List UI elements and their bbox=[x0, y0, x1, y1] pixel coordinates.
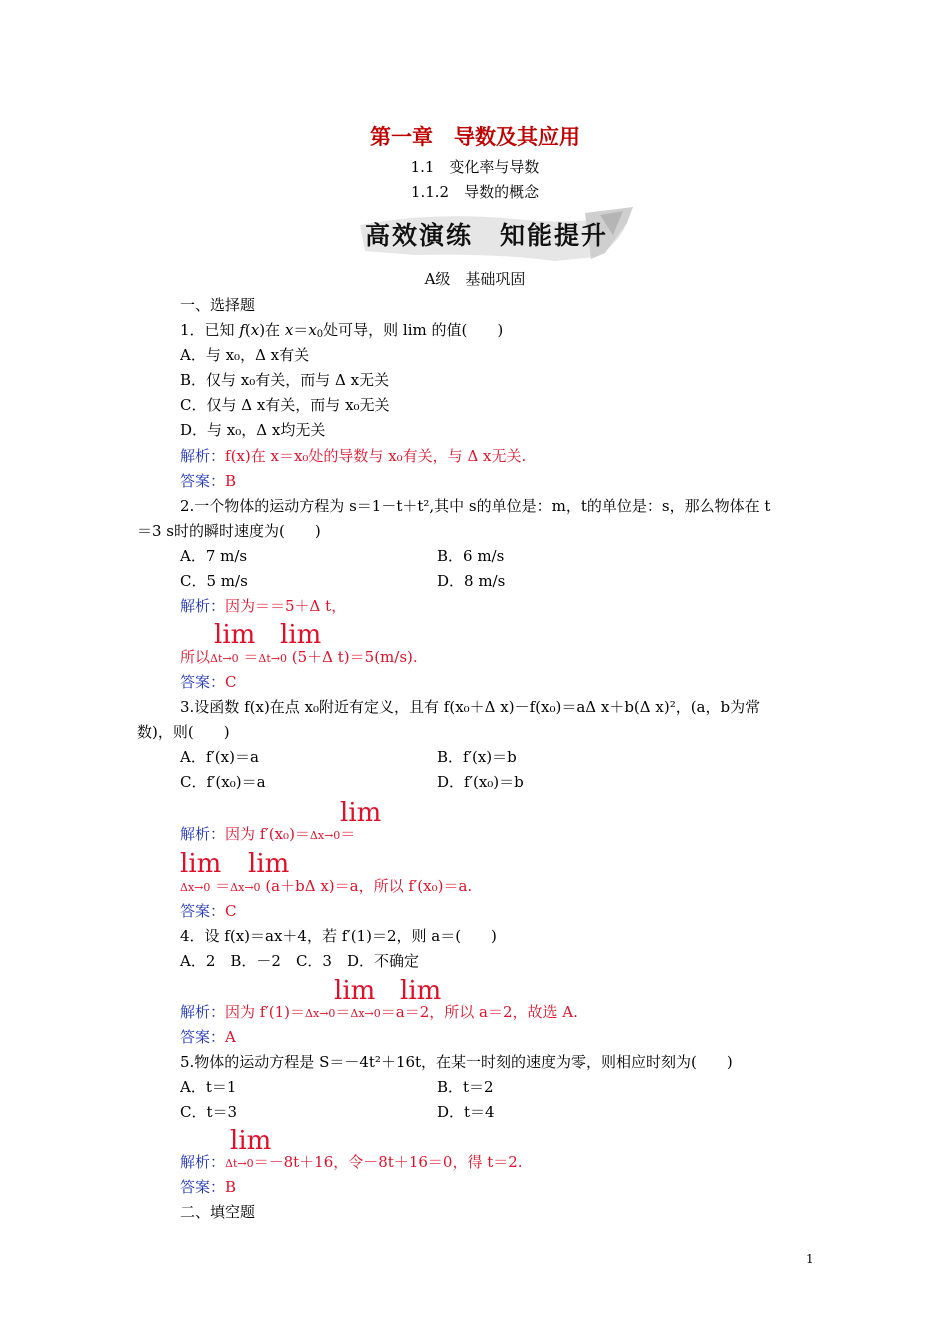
question-5-option-c: C．t＝3 bbox=[180, 1103, 238, 1121]
question-5-option-b: B．t＝2 bbox=[437, 1078, 494, 1096]
question-2-option-a: A．7 m/s bbox=[180, 547, 248, 565]
part-heading: 一、选择题 bbox=[180, 296, 256, 314]
question-3-option-c: C．f′(x₀)＝a bbox=[180, 773, 266, 791]
question-2-option-d: D．8 m/s bbox=[437, 572, 506, 590]
question-2-option-b: B．6 m/s bbox=[437, 547, 505, 565]
question-3-stem-line1: 3.设函数 f(x)在点 x₀附近有定义，且有 f(x₀＋Δ x)－f(x₀)＝aΔ x＋b(Δ x)²，(a，b为常 bbox=[180, 698, 761, 716]
limit-symbol: lim bbox=[334, 976, 376, 1006]
question-5-option-a: A．t＝1 bbox=[180, 1078, 237, 1096]
limit-symbol: lim bbox=[180, 849, 222, 879]
limit-symbol: lim bbox=[248, 849, 290, 879]
question-5-solution: 解析：Δt→0＝－8t＋16，令－8t＋16＝0，得 t＝2. bbox=[180, 1153, 523, 1171]
question-2-solution-line1: 解析：因为＝＝5＋Δ t， bbox=[180, 597, 347, 615]
question-1-solution: 解析：f(x)在 x＝x₀处的导数与 x₀有关，与 Δ x无关. bbox=[180, 447, 527, 465]
chapter-title: 第一章 导数及其应用 bbox=[370, 125, 580, 149]
question-1-option-a: A．与 x₀，Δ x有关 bbox=[180, 346, 310, 364]
part-heading: 二、填空题 bbox=[180, 1203, 256, 1221]
question-3-solution-line1: 解析：因为 f′(x₀)＝Δx→0＝ bbox=[180, 825, 356, 843]
question-2-stem-line2: ＝3 s时的瞬时速度为( ) bbox=[137, 522, 321, 540]
question-1-option-c: C．仅与 Δ x有关，而与 x₀无关 bbox=[180, 396, 390, 414]
question-1-option-b: B．仅与 x₀有关，而与 Δ x无关 bbox=[180, 371, 390, 389]
question-4-options: A．2 B．－2 C．3 D．不确定 bbox=[180, 952, 419, 970]
page-number: 1 bbox=[806, 1252, 814, 1266]
question-4-stem: 4．设 f(x)＝ax＋4，若 f′(1)＝2，则 a＝( ) bbox=[180, 927, 497, 945]
section-title: 1.1 变化率与导数 bbox=[410, 158, 540, 176]
question-3-solution-line2: Δx→0 ＝Δx→0 (a＋bΔ x)＝a，所以 f′(x₀)＝a. bbox=[180, 877, 473, 895]
question-2-solution-line2: 所以Δt→0 ＝Δt→0 (5＋Δ t)＝5(m/s). bbox=[180, 648, 418, 666]
limit-symbol: lim bbox=[400, 976, 442, 1006]
banner-title: 高效演练 知能提升 bbox=[365, 221, 609, 250]
question-5-answer: 答案：B bbox=[180, 1178, 237, 1196]
question-2-stem-line1: 2.一个物体的运动方程为 s＝1－t＋t²,其中 s的单位是：m，t的单位是：s，那么物体在 t bbox=[180, 497, 771, 515]
subsection-title: 1.1.2 导数的概念 bbox=[410, 183, 540, 201]
question-1-option-d: D．与 x₀，Δ x均无关 bbox=[180, 421, 326, 439]
banner bbox=[355, 205, 637, 263]
question-3-option-d: D．f′(x₀)＝b bbox=[437, 773, 524, 791]
question-4-answer: 答案：A bbox=[180, 1028, 236, 1046]
question-1-stem: 1．已知 f(x)在 $x=x_0$处可导，则 lim 的值( ) bbox=[180, 321, 504, 340]
limit-symbol: lim bbox=[214, 620, 256, 650]
question-3-answer: 答案：C bbox=[180, 902, 237, 920]
question-1-answer: 答案：B bbox=[180, 472, 237, 490]
question-5-option-d: D．t＝4 bbox=[437, 1103, 495, 1121]
level-title: A级 基础巩固 bbox=[424, 270, 526, 288]
limit-symbol: lim bbox=[280, 620, 322, 650]
question-2-answer: 答案：C bbox=[180, 673, 237, 691]
question-3-option-b: B．f′(x)＝b bbox=[437, 748, 517, 766]
question-4-solution: 解析：因为 f′(1)＝Δx→0＝Δx→0＝a＝2，所以 a＝2，故选 A. bbox=[180, 1003, 578, 1021]
limit-symbol: lim bbox=[340, 798, 382, 828]
question-5-stem: 5.物体的运动方程是 S＝－4t²＋16t，在某一时刻的速度为零，则相应时刻为( ) bbox=[180, 1053, 733, 1071]
question-3-option-a: A．f′(x)＝a bbox=[180, 748, 259, 766]
question-3-stem-line2: 数)，则( ) bbox=[137, 723, 230, 741]
question-2-option-c: C．5 m/s bbox=[180, 572, 248, 590]
limit-symbol: lim bbox=[230, 1126, 272, 1156]
